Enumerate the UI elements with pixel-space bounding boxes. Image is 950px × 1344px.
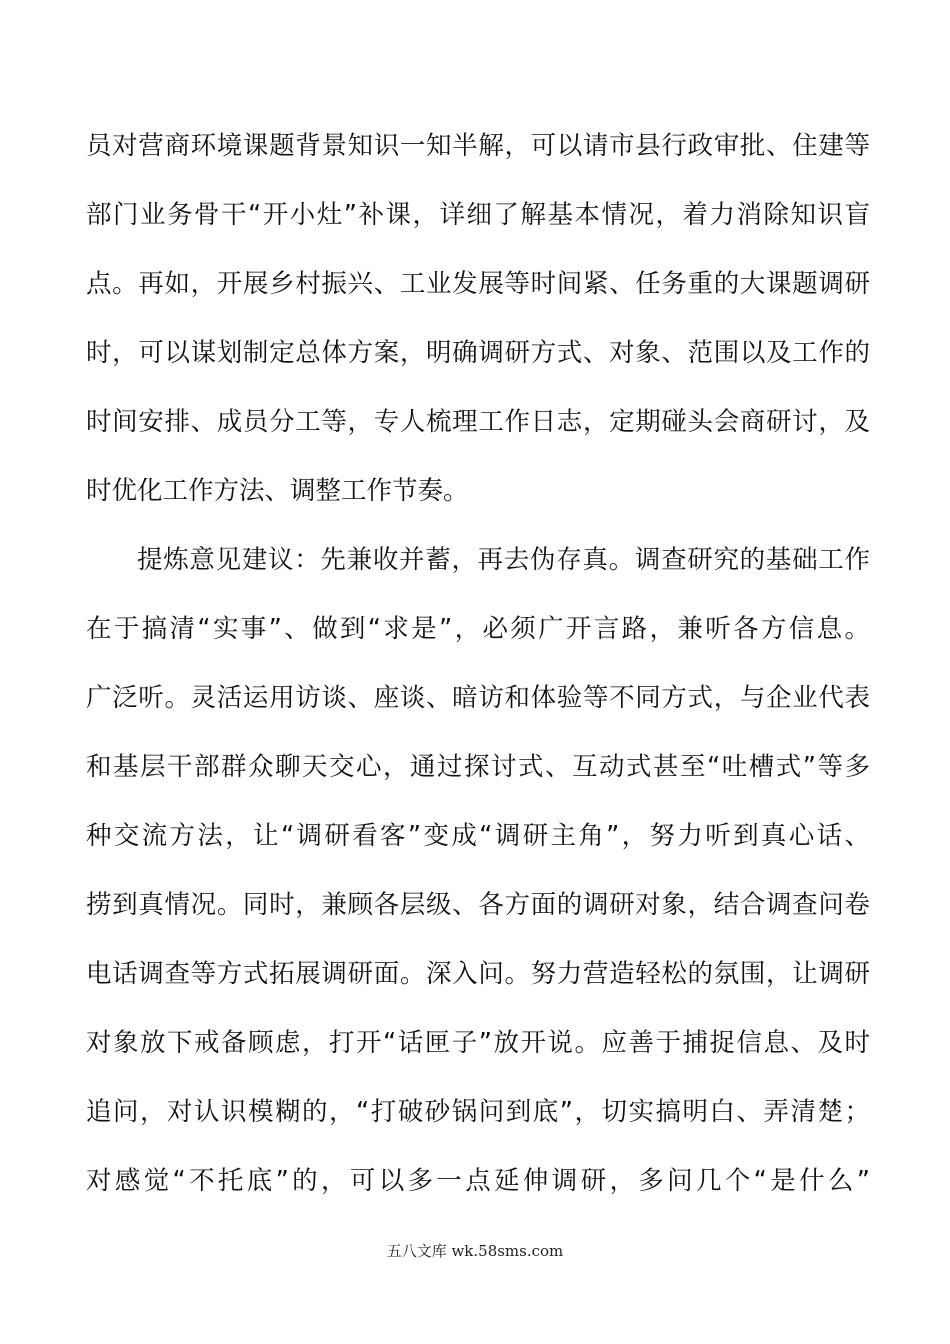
text-line: 点。再如，开展乡村振兴、工业发展等时间紧、任务重的大课题调研 bbox=[86, 269, 870, 299]
text-line: 在于搞清“实事”、做到“求是”，必须广开言路，兼听各方信息。 bbox=[86, 614, 870, 644]
document-body bbox=[86, 112, 870, 1216]
text-line: 时优化工作方法、调整工作节奏。 bbox=[86, 476, 469, 506]
text-line: 捞到真情况。同时，兼顾各层级、各方面的调研对象，结合调查问卷 bbox=[86, 890, 870, 920]
text-line: 追问，对认识模糊的，“打破砂锅问到底”，切实搞明白、弄清楚； bbox=[86, 1097, 870, 1127]
text-line: 和基层干部群众聊天交心，通过探讨式、互动式甚至“吐槽式”等多 bbox=[86, 752, 870, 782]
text-line: 种交流方法，让“调研看客”变成“调研主角”，努力听到真心话、 bbox=[86, 821, 870, 851]
text-line: 时间安排、成员分工等，专人梳理工作日志，定期碰头会商研讨，及 bbox=[86, 407, 870, 437]
text-line: 部门业务骨干“开小灶”补课，详细了解基本情况，着力消除知识盲 bbox=[86, 200, 870, 230]
paragraph-first-line: 提炼意见建议：先兼收并蓄，再去伪存真。调查研究的基础工作 bbox=[137, 545, 870, 575]
page-footer: 五八文库 wk.58sms.com bbox=[386, 1242, 564, 1260]
text-line: 时，可以谋划制定总体方案，明确调研方式、对象、范围以及工作的 bbox=[86, 338, 870, 368]
text-line: 员对营商环境课题背景知识一知半解，可以请市县行政审批、住建等 bbox=[86, 131, 870, 161]
text-line: 对感觉“不托底”的，可以多一点延伸调研，多问几个“是什么” bbox=[86, 1166, 870, 1196]
text-line: 广泛听。灵活运用访谈、座谈、暗访和体验等不同方式，与企业代表 bbox=[86, 683, 870, 713]
text-line: 电话调查等方式拓展调研面。深入问。努力营造轻松的氛围，让调研 bbox=[86, 959, 870, 989]
text-line: 对象放下戒备顾虑，打开“话匣子”放开说。应善于捕捉信息、及时 bbox=[86, 1028, 870, 1058]
